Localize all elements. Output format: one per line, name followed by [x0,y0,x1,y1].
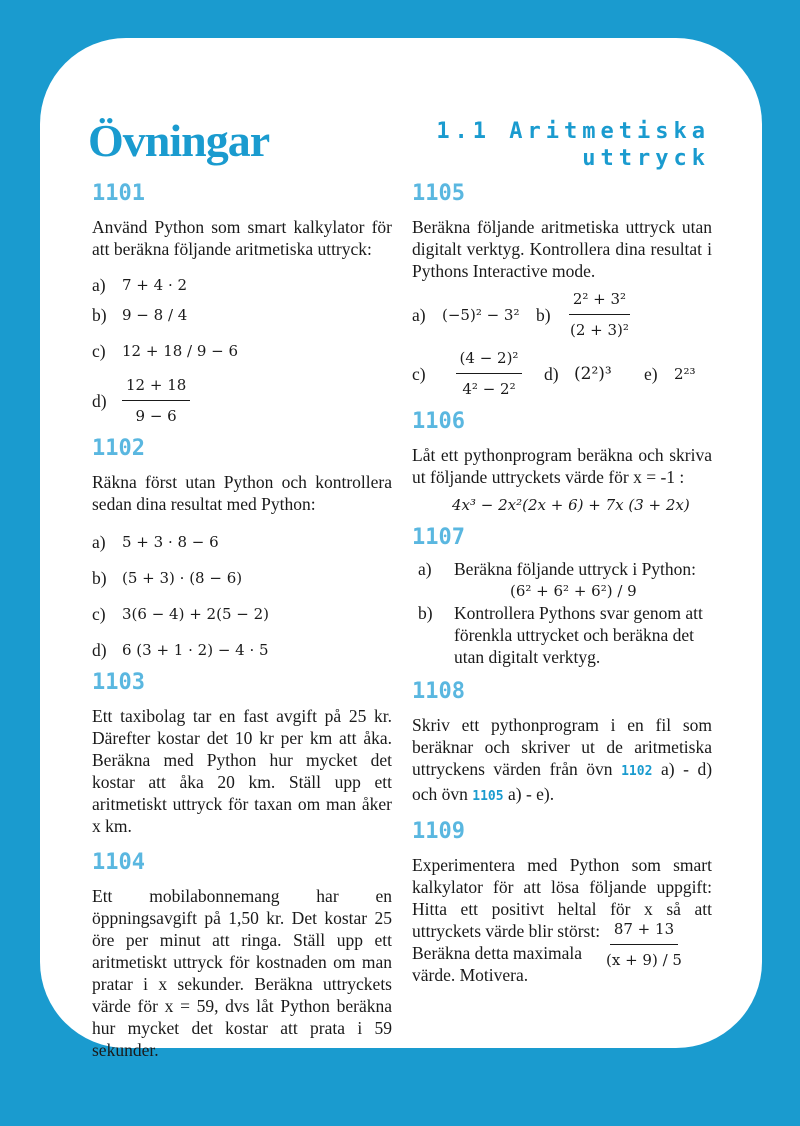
exercise-text-part: a) - d) och övn [412,759,713,804]
math-expression: (−5)² − 3² [442,305,520,324]
item-label: c) [412,363,426,384]
exercise-text: Experimentera med Python som smart kalkylator för att lösa följande uppgift: Hitta ett positivt heltal för x så att uttryckets värde blir störst: [412,855,712,941]
math-expression: (6² + 6² + 6²) / 9 [510,582,637,600]
exercise-number: 1104 [92,850,145,875]
exercise-text: Räkna först utan Python och kontrollera sedan dina resultat med Python: [92,472,392,514]
math-expression: 4x³ − 2x²(2x + 6) + 7x (3 + 2x) [452,496,690,514]
fraction [122,374,190,427]
math-expression: 6 (3 + 1 · 2) − 4 · 5 [122,641,269,659]
exercise-number: 1101 [92,181,145,206]
item-label: a) [92,275,106,295]
math-expression: 9 − 8 / 4 [122,306,188,324]
exercise-text: Ett mobilabonnemang har en öppningsavgift på 1,50 kr. Det kostar 25 öre per minut att ringa. Ställ upp ett aritmetiskt uttryck för kostnaden om man pratar i x sekunder. Beräkna uttryckets värde för x = 59, dvs låt Python beräkna hur mycket det kostar att prata i 59 sekunder. [92,886,392,1060]
chapter-heading-line1: 1.1 Aritmetiska [436,119,710,144]
item-label: b) [418,603,433,623]
item-label: d) [544,363,559,384]
exercise-number: 1109 [412,819,465,844]
fraction-denominator: (x + 9) / 5 [606,951,682,969]
item-label: b) [92,568,107,588]
exercise-row [412,288,712,341]
math-expression: 5 + 3 · 8 − 6 [122,533,219,551]
exercise-item [92,374,392,427]
exercise-number: 1105 [412,181,465,206]
exercise-item [412,602,712,668]
item-label: b) [536,304,551,325]
exercise-item [92,304,392,326]
fraction-numerator: 2² + 3² [569,288,630,315]
exercise-row [412,920,712,986]
fraction-numerator: (4 − 2)² [456,347,523,374]
exercise-text-part: a) - e). [507,784,555,804]
fraction-denominator: 9 − 6 [135,407,177,425]
exercise-text: Ett taxibolag tar en fast avgift på 25 kr. Därefter kostar det 10 kr per km att åka. Beräkna med Python hur mycket det kostar att åka 20 km. Ställ upp ett aritmetiskt uttryck för taxan om man åker x km. [92,706,392,836]
exercise-item [92,274,392,296]
item-label: a) [92,532,106,552]
exercise-text: Beräkna följande uttryck i Python: [454,559,697,579]
math-expression: (2²)³ [574,363,612,384]
exercise-reference: 1105 [472,789,504,804]
math-expression: 7 + 4 · 2 [122,276,188,294]
math-expression: 12 + 18 / 9 − 6 [122,342,239,360]
item-label: b) [92,305,107,325]
exercise-item [92,567,392,589]
exercise-reference: 1102 [621,764,653,779]
math-expression: 3(6 − 4) + 2(5 − 2) [122,605,269,623]
fraction-denominator: (2 + 3)² [570,321,629,339]
exercise-item [92,340,392,362]
chapter-heading-line2: uttryck [582,146,710,171]
exercise-item [412,558,712,602]
item-label: d) [92,390,107,411]
left-column [92,180,392,1061]
exercise-item [92,639,392,661]
item-label: e) [644,363,658,384]
chapter-heading [436,118,710,172]
page-title: Övningar [88,115,270,166]
exercise-text: Använd Python som smart kalkylator för att beräkna följande aritmetiska uttryck: [92,217,392,259]
exercise-text: Beräkna följande aritmetiska uttryck utan digitalt verktyg. Kontrollera dina resultat i Pythons Interactive mode. [412,217,712,281]
fraction-numerator: 87 + 13 [610,918,678,945]
item-label: a) [418,559,432,579]
exercise-number: 1106 [412,409,465,434]
fraction [602,918,686,971]
exercise-number: 1108 [412,679,465,704]
exercise-number: 1103 [92,670,145,695]
math-expression: (5 + 3) · (8 − 6) [122,569,243,587]
exercise-text: Beräkna detta maximala värde. Motivera. [412,943,583,985]
exercise-number: 1107 [412,525,465,550]
item-label: a) [412,304,426,325]
exercise-text: Kontrollera Pythons svar genom att förenkla uttrycket och beräkna det utan digitalt verktyg. [454,603,703,667]
exercise-text [412,714,712,808]
item-label: c) [92,341,106,361]
fraction [442,347,536,400]
exercise-text-part: Skriv ett pythonprogram i en fil som beräknar och skriver ut de aritmetiska uttryckens värden från övn [412,715,712,779]
exercise-number: 1102 [92,436,145,461]
math-expression: 2²³ [674,364,696,383]
exercise-text: Låt ett pythonprogram beräkna och skriva ut följande uttryckets värde för x = -1 : [412,445,712,487]
right-column [412,180,712,986]
fraction [566,288,633,341]
item-label: c) [92,604,106,624]
exercise-row [412,347,712,400]
fraction-numerator: 12 + 18 [122,374,190,401]
exercise-item [92,531,392,553]
item-label: d) [92,640,107,660]
exercise-item [92,603,392,625]
fraction-denominator: 4² − 2² [462,380,516,398]
